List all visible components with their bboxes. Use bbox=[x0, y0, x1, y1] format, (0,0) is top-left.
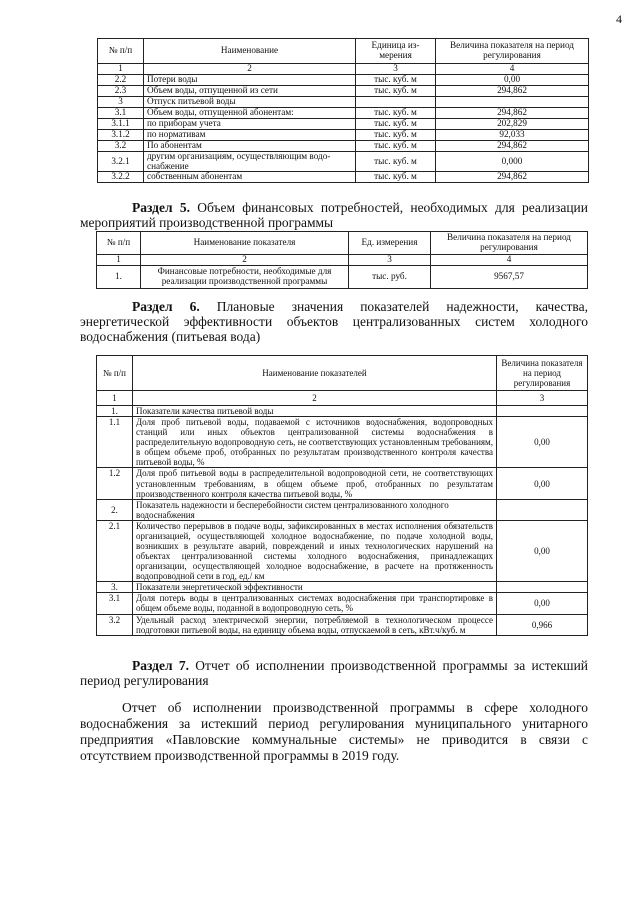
cell bbox=[436, 97, 589, 108]
table-row bbox=[98, 108, 589, 119]
cell: Количество перерывов в подаче воды, зафиксированных в местах исполнения обязательств организацией, осуществляющей холодное водоснабжение, по подаче холодной воды, возникших в результате аварий, повреждений и иных технологических нарушений на объектах централизованной системы холодного водоснабжения, принадлежащих организации, осуществляющей холодное водоснабжение, в расчете на протяженность водопроводной сети в год, ед./ км bbox=[133, 520, 497, 581]
header-cell: № п/п bbox=[98, 39, 144, 64]
table-index-row bbox=[98, 64, 589, 75]
table-row bbox=[97, 406, 588, 417]
header-cell: Величина показателя на период регулирования bbox=[436, 39, 589, 64]
section7-heading bbox=[80, 658, 588, 688]
cell: 1. bbox=[97, 406, 133, 417]
cell: 3.1.2 bbox=[98, 130, 144, 141]
cell: тыс. куб. м bbox=[356, 86, 436, 97]
cell: По абонентам bbox=[144, 141, 356, 152]
table-row bbox=[98, 172, 589, 183]
cell: 2.2 bbox=[98, 75, 144, 86]
cell: Удельный расход электрической энергии, потребляемой в технологическом процессе подготовки питьевой воды, на единицу объема воды, отпускаемой в сеть, кВт.ч/куб. м bbox=[133, 614, 497, 635]
table-row bbox=[98, 141, 589, 152]
header-cell: № п/п bbox=[97, 232, 141, 255]
index-cell: 2 bbox=[144, 64, 356, 75]
cell: 3.2 bbox=[98, 141, 144, 152]
cell bbox=[497, 582, 588, 593]
index-cell: 2 bbox=[133, 391, 497, 406]
cell: Доля потерь воды в централизованных системах водоснабжения при транспортировке в общем объеме воды, поданной в водопроводную сеть, % bbox=[133, 593, 497, 614]
cell bbox=[356, 97, 436, 108]
cell: 0,966 bbox=[497, 614, 588, 635]
cell: тыс. куб. м bbox=[356, 130, 436, 141]
table-index-row bbox=[97, 391, 588, 406]
cell: 3.2 bbox=[97, 614, 133, 635]
section5-label: Раздел 5. bbox=[132, 200, 190, 215]
cell: 3.2.1 bbox=[98, 152, 144, 172]
cell: тыс. куб. м bbox=[356, 141, 436, 152]
index-cell: 3 bbox=[497, 391, 588, 406]
header-cell: Наименование показателя bbox=[141, 232, 349, 255]
cell: Показатели качества питьевой воды bbox=[133, 406, 497, 417]
table-row bbox=[97, 520, 588, 581]
table-header-row bbox=[98, 39, 589, 64]
cell: тыс. куб. м bbox=[356, 152, 436, 172]
cell: тыс. руб. bbox=[349, 265, 431, 288]
index-cell: 4 bbox=[431, 255, 588, 266]
index-cell: 4 bbox=[436, 64, 589, 75]
table-index-row bbox=[97, 255, 588, 266]
cell: 0,00 bbox=[497, 468, 588, 499]
table-row bbox=[97, 499, 588, 520]
table-row bbox=[97, 417, 588, 468]
cell: Доля проб питьевой воды, подаваемой с источников водоснабжения, водопроводных станций или иных объектов централизованной системы водоснабжения в распределительную водопроводную сеть, не соответствующих установленным требованиям, в общем объеме проб, отобранных по результатам производственного контроля качества питьевой воды, % bbox=[133, 417, 497, 468]
table-row bbox=[97, 614, 588, 635]
header-cell: Наименование показателей bbox=[133, 356, 497, 391]
section7-paragraph: Отчет об исполнении производственной программы в сфере холодного водоснабжения за истекший период регулирования муниципального унитарного предприятия «Павловские коммунальные системы» не приводится в связи с отсутствием производственной программы в 2019 году. bbox=[80, 700, 588, 763]
header-cell: Единица из-мерения bbox=[356, 39, 436, 64]
table-row bbox=[97, 468, 588, 499]
section5-title: Объем финансовых потребностей, необходимых для реализации мероприятий производственной программы bbox=[80, 200, 588, 230]
table-header-row bbox=[97, 232, 588, 255]
header-cell: Величина показателя на период регулирования bbox=[497, 356, 588, 391]
cell: 294,862 bbox=[436, 141, 589, 152]
section6-label: Раздел 6. bbox=[132, 299, 200, 314]
cell: 3.1 bbox=[97, 593, 133, 614]
cell: 1. bbox=[97, 265, 141, 288]
cell: 2.3 bbox=[98, 86, 144, 97]
cell: 0,00 bbox=[497, 593, 588, 614]
cell: 2.1 bbox=[97, 520, 133, 581]
cell: по приборам учета bbox=[144, 119, 356, 130]
section6-heading bbox=[80, 299, 588, 344]
cell: Объем воды, отпущенной из сети bbox=[144, 86, 356, 97]
cell: 294,862 bbox=[436, 86, 589, 97]
water-balance-table bbox=[97, 38, 589, 183]
table-row bbox=[97, 265, 588, 288]
cell: 3 bbox=[98, 97, 144, 108]
cell: 0,00 bbox=[497, 417, 588, 468]
cell: тыс. куб. м bbox=[356, 119, 436, 130]
cell: тыс. куб. м bbox=[356, 108, 436, 119]
cell: Отпуск питьевой воды bbox=[144, 97, 356, 108]
cell: 1.2 bbox=[97, 468, 133, 499]
header-cell: Ед. измерения bbox=[349, 232, 431, 255]
cell: 1.1 bbox=[97, 417, 133, 468]
cell: 0,00 bbox=[436, 75, 589, 86]
cell: по нормативам bbox=[144, 130, 356, 141]
cell: 3.2.2 bbox=[98, 172, 144, 183]
cell bbox=[497, 406, 588, 417]
cell: другим организациям, осуществляющим водо-снабжение bbox=[144, 152, 356, 172]
cell: 202,829 bbox=[436, 119, 589, 130]
reliability-indicators-table bbox=[96, 355, 588, 636]
index-cell: 3 bbox=[356, 64, 436, 75]
page-number: 4 bbox=[616, 12, 622, 26]
table-row bbox=[98, 119, 589, 130]
cell: 0,00 bbox=[497, 520, 588, 581]
header-cell: Величина показателя на период регулирования bbox=[431, 232, 588, 255]
cell: Доля проб питьевой воды в распределительной водопроводной сети, не соответствующих установленным требованиям, в общем объеме проб, отобранных по результатам производственного контроля качества питьевой воды, % bbox=[133, 468, 497, 499]
cell: собственным абонентам bbox=[144, 172, 356, 183]
cell: 2. bbox=[97, 499, 133, 520]
index-cell: 3 bbox=[349, 255, 431, 266]
table-row bbox=[98, 97, 589, 108]
cell bbox=[497, 499, 588, 520]
cell: 3.1 bbox=[98, 108, 144, 119]
cell: 92,033 bbox=[436, 130, 589, 141]
cell: Объем воды, отпущенной абонентам: bbox=[144, 108, 356, 119]
cell: 294,862 bbox=[436, 108, 589, 119]
table-row bbox=[98, 152, 589, 172]
cell: Показатели энергетической эффективности bbox=[133, 582, 497, 593]
index-cell: 2 bbox=[141, 255, 349, 266]
index-cell: 1 bbox=[97, 391, 133, 406]
cell: Показатель надежности и бесперебойности систем централизованного холодного водоснабжения bbox=[133, 499, 497, 520]
cell: 3.1.1 bbox=[98, 119, 144, 130]
cell: Потери воды bbox=[144, 75, 356, 86]
header-cell: Наименование bbox=[144, 39, 356, 64]
cell: 294,862 bbox=[436, 172, 589, 183]
index-cell: 1 bbox=[97, 255, 141, 266]
table-row bbox=[97, 582, 588, 593]
cell: 3. bbox=[97, 582, 133, 593]
index-cell: 1 bbox=[98, 64, 144, 75]
section7-title: Отчет об исполнении производственной программы за истекший период регулирования bbox=[80, 658, 589, 688]
cell: 0,000 bbox=[436, 152, 589, 172]
table-row bbox=[98, 130, 589, 141]
section7-label: Раздел 7. bbox=[132, 658, 189, 673]
table-row bbox=[98, 75, 589, 86]
section6-title: Плановые значения показателей надежности, качества, энергетической эффективности объектов централизованных систем холодного водоснабжения (питьевая вода) bbox=[80, 299, 588, 344]
cell: 9567,57 bbox=[431, 265, 588, 288]
cell: Финансовые потребности, необходимые для реализации производственной программы bbox=[141, 265, 349, 288]
cell: тыс. куб. м bbox=[356, 75, 436, 86]
table-row bbox=[97, 593, 588, 614]
financial-needs-table bbox=[96, 231, 588, 289]
table-header-row bbox=[97, 356, 588, 391]
section5-heading bbox=[80, 200, 588, 230]
cell: тыс. куб. м bbox=[356, 172, 436, 183]
table-row bbox=[98, 86, 589, 97]
header-cell: № п/п bbox=[97, 356, 133, 391]
